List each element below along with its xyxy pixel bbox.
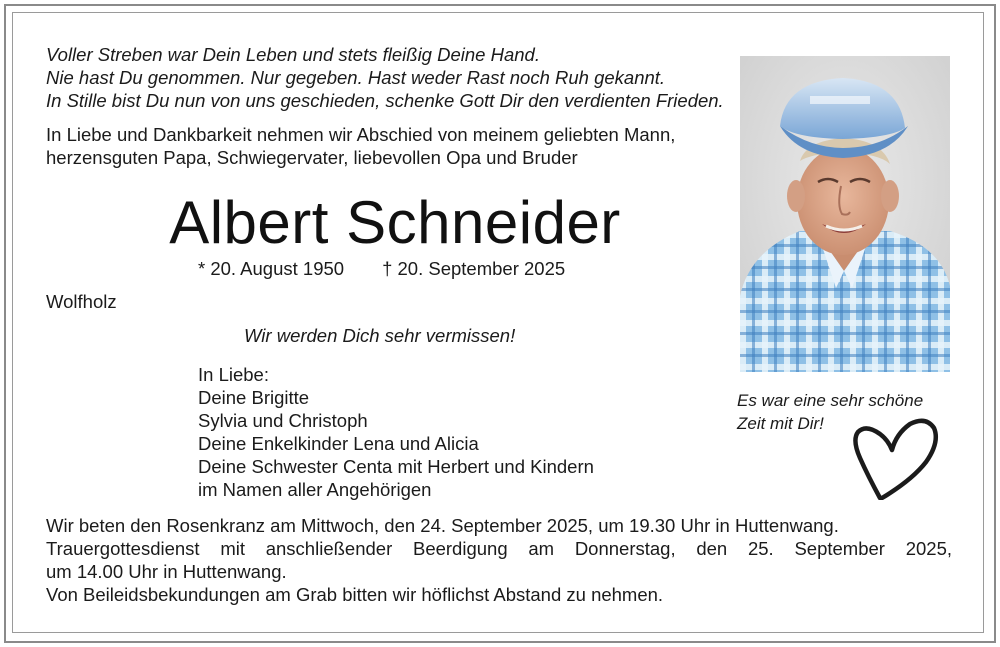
quote-line: Es war eine sehr schöne <box>737 391 924 410</box>
notice-line: Wir beten den Rosenkranz am Mittwoch, den 24. September 2025, um 19.30 Uhr in Huttenwang. <box>46 515 839 536</box>
notice-line: Trauergottesdienst mit anschließender Beerdigung am Donnerstag, den 25. September 2025, <box>46 538 952 559</box>
deceased-name: Albert Schneider <box>169 189 621 256</box>
heart-icon <box>850 412 942 500</box>
mourner-line: In Liebe: <box>198 364 269 385</box>
poem <box>46 43 724 112</box>
intro-line: In Liebe und Dankbarkeit nehmen wir Abschied von meinem geliebten Mann, <box>46 124 676 145</box>
death-date: † 20. September 2025 <box>382 258 566 279</box>
notice-line: Von Beileidsbekundungen am Grab bitten wir höflichst Abstand zu nehmen. <box>46 584 664 605</box>
poem-line: Nie hast Du genommen. Nur gegeben. Hast weder Rast noch Ruh gekannt. <box>46 67 666 88</box>
life-dates <box>198 257 565 280</box>
mourners-list <box>198 363 594 501</box>
mourner-line: Deine Enkelkinder Lena und Alicia <box>198 433 479 454</box>
quote-line: Zeit mit Dir! <box>737 414 824 433</box>
portrait-photo <box>740 56 950 372</box>
intro-text <box>46 123 675 169</box>
poem-line: In Stille bist Du nun von uns geschieden, schenke Gott Dir den verdienten Frieden. <box>46 90 724 111</box>
miss-line: Wir werden Dich sehr vermissen! <box>244 325 516 346</box>
birth-date: * 20. August 1950 <box>198 258 345 279</box>
service-notice <box>46 514 952 606</box>
intro-line: herzensguten Papa, Schwiegervater, liebevollen Opa und Bruder <box>46 147 578 168</box>
mourner-line: Sylvia und Christoph <box>198 410 368 431</box>
notice-line: um 14.00 Uhr in Huttenwang. <box>46 561 287 582</box>
mourner-line: Deine Schwester Centa mit Herbert und Kindern <box>198 456 594 477</box>
place-name: Wolfholz <box>46 291 117 312</box>
mourner-line: Deine Brigitte <box>198 387 310 408</box>
poem-line: Voller Streben war Dein Leben und stets fleißig Deine Hand. <box>46 44 540 65</box>
mourner-line: im Namen aller Angehörigen <box>198 479 432 500</box>
